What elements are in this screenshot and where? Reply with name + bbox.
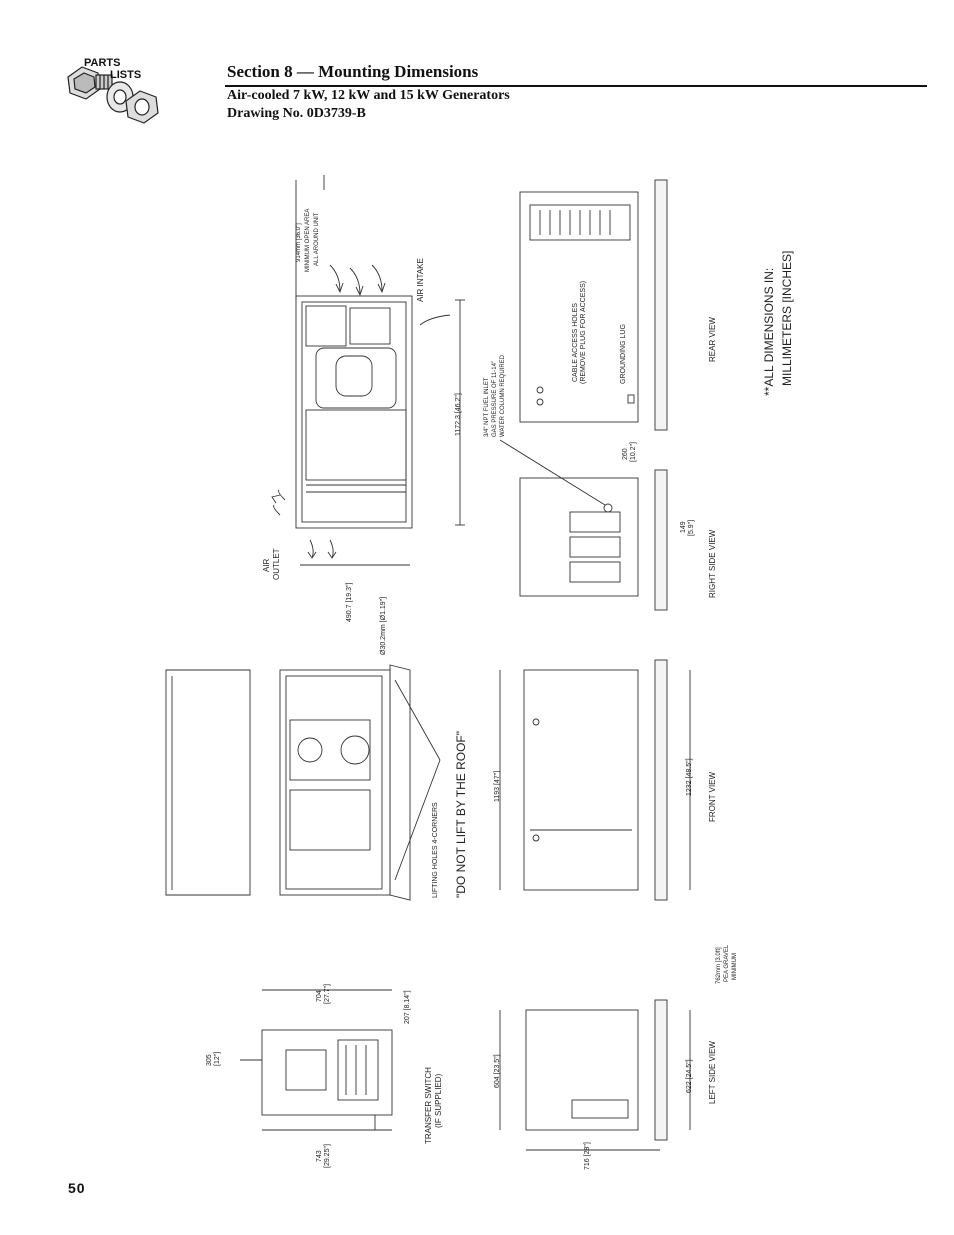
rear-view-label: REAR VIEW (708, 317, 717, 362)
all-dimensions-label: **ALL DIMENSIONS IN: (762, 267, 776, 396)
open-roof-view (166, 665, 440, 900)
dim-622: 622 [24.5"] (686, 1059, 693, 1093)
logo-line2: LISTS (110, 69, 142, 81)
millimeters-inches-label: MILLIMETERS [INCHES] (780, 250, 794, 386)
subtitle-generators: Air-cooled 7 kW, 12 kW and 15 kW Generators (227, 88, 510, 103)
dim-604: 604 [23.5"] (494, 1054, 501, 1088)
dim-1232: 1232 [48.5"] (686, 758, 693, 796)
dim-1172: 1172.3 [46.2"] (455, 393, 462, 436)
dim-490: 490.7 [19.3"] (346, 582, 353, 622)
grounding-lug-label: GROUNDING LUG (620, 324, 627, 384)
page-title: Section 8 — Mounting Dimensions (227, 62, 479, 81)
cable-access-label-1: CABLE ACCESS HOLES (572, 303, 579, 382)
air-intake-label: AIR INTAKE (416, 258, 425, 302)
transfer-switch-view (240, 990, 392, 1130)
dim-260: 260 (622, 448, 629, 460)
open-area-line-3: ALL AROUND UNIT (314, 212, 320, 266)
front-view-label: FRONT VIEW (708, 771, 717, 822)
dim-1193: 1193 [47"] (494, 770, 501, 802)
dim-716: 716 [28"] (584, 1142, 591, 1170)
cable-access-label-2: (REMOVE PLUG FOR ACCESS) (580, 280, 587, 384)
right-side-view (500, 440, 667, 610)
front-view (500, 660, 690, 900)
dim-743: 743 (316, 1150, 323, 1162)
dim-30-hole: Ø30.2mm [Ø1.19"] (380, 596, 387, 655)
dim-149: 149 (680, 521, 687, 533)
left-side-view-label: LEFT SIDE VIEW (708, 1041, 717, 1104)
fuel-inlet-line-2: GAS PRESSURE OF 11-14" (492, 360, 498, 437)
air-outlet-label-1: AIR (262, 558, 271, 572)
dim-743-in: [29.25"] (324, 1144, 331, 1168)
subtitle-drawing-number: Drawing No. 0D3739-B (227, 106, 366, 121)
gravel-line-2: PEA GRAVEL (724, 944, 730, 982)
fuel-inlet-line-1: 3/4" NPT FUEL INLET (484, 377, 490, 437)
gravel-line-1: 762mm [3.0ft] (716, 947, 722, 984)
left-side-view (500, 1000, 690, 1150)
rear-view (520, 180, 667, 430)
right-side-view-label: RIGHT SIDE VIEW (708, 529, 717, 598)
page-number: 50 (68, 1180, 86, 1196)
open-area-line-1: 914mm [36.0"] (296, 223, 302, 262)
dim-704-in: [27.7"] (324, 984, 331, 1004)
dim-207: 207 [8.14"] (404, 990, 411, 1024)
gravel-line-3: MINIMUM (732, 953, 738, 980)
lifting-holes-label: LIFTING HOLES 4-CORNERS (432, 802, 439, 898)
dim-305-in: [12"] (214, 1051, 221, 1066)
dim-149-in: [5.9"] (688, 519, 695, 536)
open-area-line-2: MINIMUM OPEN AREA (305, 208, 311, 272)
do-not-lift-warning: "DO NOT LIFT BY THE ROOF" (454, 731, 468, 898)
dim-305: 305 (206, 1054, 213, 1066)
air-outlet-label-2: OUTLET (272, 548, 281, 580)
transfer-switch-label-2: (IF SUPPLIED) (434, 1073, 443, 1128)
dim-704: 704 (316, 990, 323, 1002)
fuel-inlet-line-3: WATER COLUMN REQUIRED (500, 354, 506, 437)
logo-line1: PARTS (84, 57, 121, 69)
dim-260-in: [10.2"] (630, 442, 637, 462)
transfer-switch-label-1: TRANSFER SWITCH (424, 1067, 433, 1144)
